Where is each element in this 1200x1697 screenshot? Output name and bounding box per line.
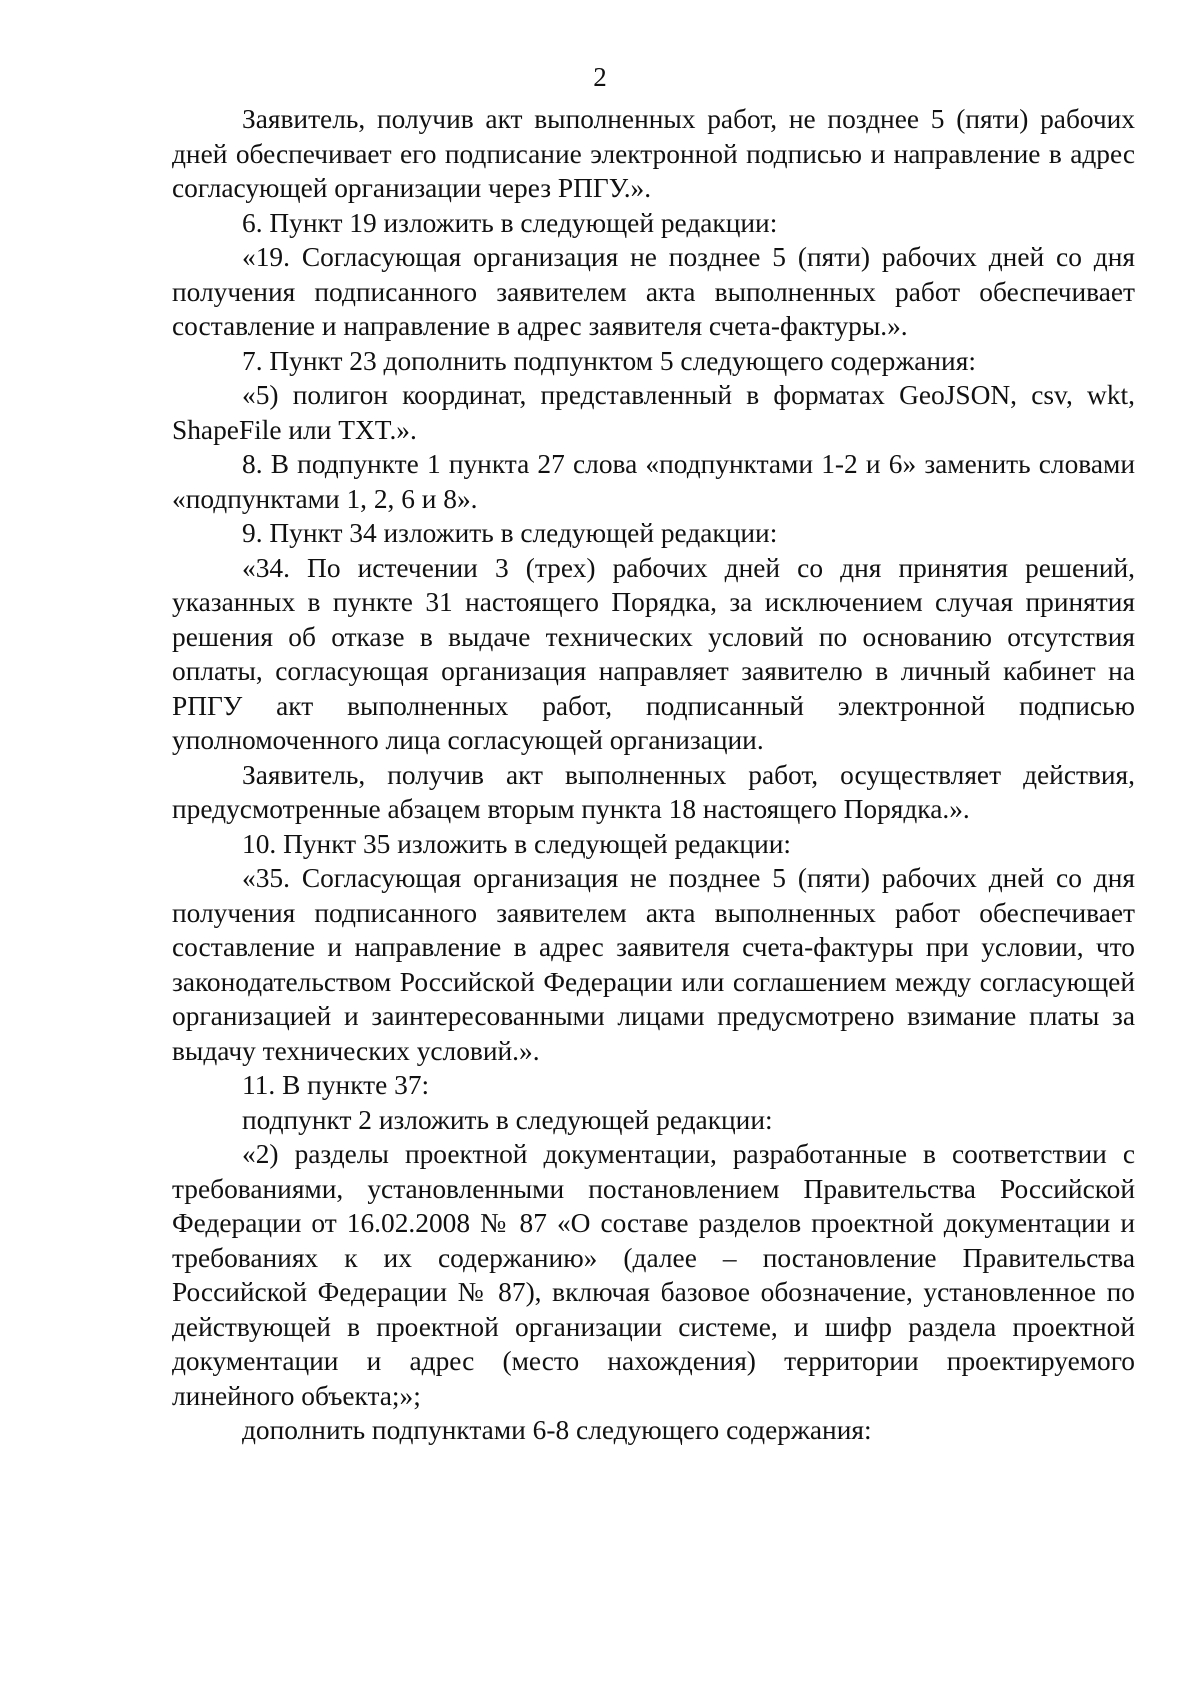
paragraph: Заявитель, получив акт выполненных работ, осуществляет действия, предусмотренные абзацем вторым пункта 18 настоящего Порядка.». [172,759,1135,824]
paragraph: «34. По истечении 3 (трех) рабочих дней со дня принятия решений, указанных в пункте 31 настоящего Порядка, за исключением случая принятия решения об отказе в выдаче технических условий по основанию отсутствия оплаты, согласующая организация направляет заявителю в личный кабинет на РПГУ акт выполненных работ, подписанный электронной подписью уполномоченного лица согласующей организации. [172,552,1135,755]
page-number: 2 [593,62,607,92]
paragraph: «19. Согласующая организация не позднее 5 (пяти) рабочих дней со дня получения подписанного заявителем акта выполненных работ обеспечивает составление и направление в адрес заявителя счета-фактуры.». [172,242,1135,341]
paragraph: 10. Пункт 35 изложить в следующей редакции: [242,828,792,859]
document-body [172,102,1135,1448]
paragraph: 6. Пункт 19 изложить в следующей редакции: [242,207,778,238]
paragraph: 7. Пункт 23 дополнить подпунктом 5 следующего содержания: [242,345,976,376]
paragraph: подпункт 2 изложить в следующей редакции: [242,1104,773,1135]
paragraph: 11. В пункте 37: [242,1070,430,1100]
paragraph: «2) разделы проектной документации, разработанные в соответствии с требованиями, установленными постановлением Правительства Российской Федерации от 16.02.2008 № 87 «О составе разделов проектной документации и требованиях к их содержанию» (далее – постановление Правительства Российской Федерации № 87), включая базовое обозначение, установленное по действующей в проектной организации системе, и шифр раздела проектной документации и адрес (место нахождения) территории проектируемого линейного объекта;»; [172,1139,1135,1411]
paragraph: «35. Согласующая организация не позднее 5 (пяти) рабочих дней со дня получения подписанного заявителем акта выполненных работ обеспечивает составление и направление в адрес заявителя счета-фактуры при условии, что законодательством Российской Федерации или соглашением между согласующей организацией и заинтересованными лицами предусмотрено взимание платы за выдачу технических условий.». [172,863,1135,1066]
paragraph: дополнить подпунктами 6-8 следующего содержания: [242,1415,872,1445]
paragraph: 8. В подпункте 1 пункта 27 слова «подпунктами 1-2 и 6» заменить словами «подпунктами 1, 2, 6 и 8». [172,449,1135,514]
paragraph: «5) полигон координат, представленный в форматах GeoJSON, csv, wkt, ShapeFile или TXT.». [172,380,1135,445]
paragraph: Заявитель, получив акт выполненных работ, не позднее 5 (пяти) рабочих дней обеспечивает его подписание электронной подписью и направление в адрес согласующей организации через РПГУ.». [172,104,1135,203]
paragraph: 9. Пункт 34 изложить в следующей редакции: [242,518,778,548]
